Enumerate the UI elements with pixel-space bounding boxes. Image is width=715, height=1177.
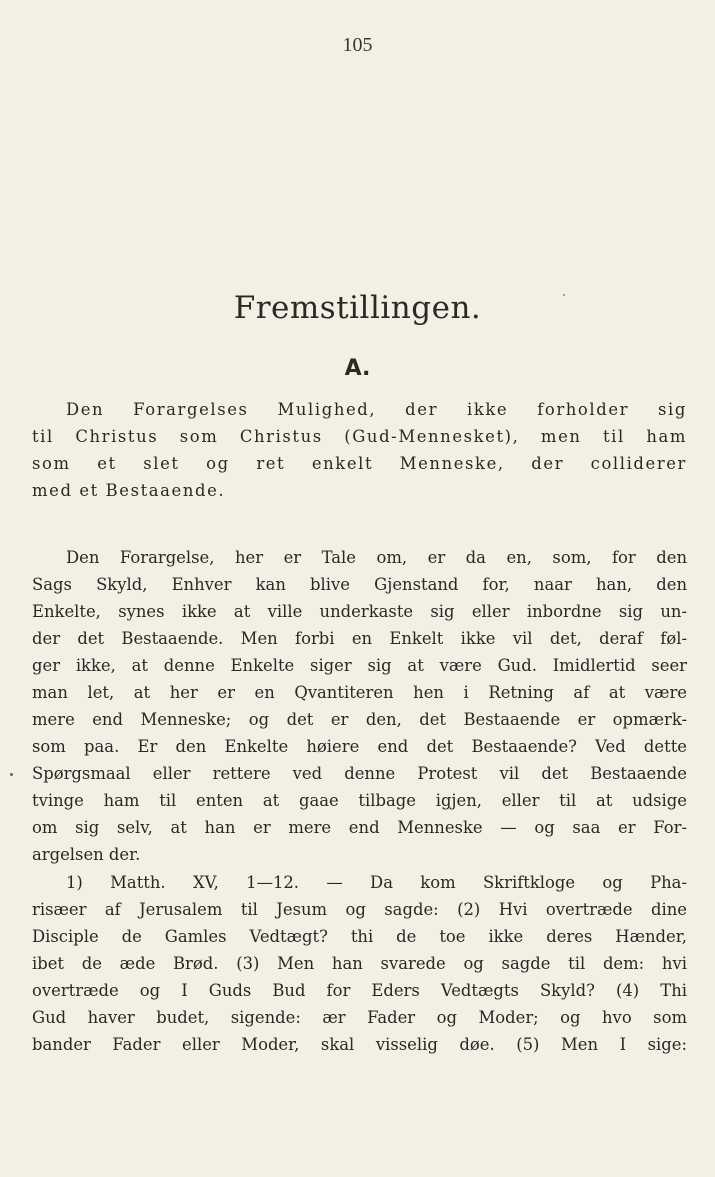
text-line: Enkelte, synes ikke at ville underkaste sig eller inbordne sig un-: [32, 602, 687, 621]
text-line: med et Bestaaende.: [32, 481, 226, 500]
text-line: Sags Skyld, Enhver kan blive Gjenstand for, naar han, den: [32, 575, 687, 594]
paragraph-2: [32, 544, 687, 868]
text-line: argelsen der.: [32, 845, 141, 864]
text-line: Gud haver budet, sigende: ær Fader og Moder; og hvo som: [32, 1008, 687, 1027]
text-line: mere end Menneske; og det er den, det Bestaaende er opmærk-: [32, 710, 687, 729]
text-line: Spørgsmaal eller rettere ved denne Protest vil det Bestaaende: [32, 764, 687, 783]
text-line: der det Bestaaende. Men forbi en Enkelt ikke vil det, deraf føl-: [32, 629, 687, 648]
margin-dot: [10, 773, 13, 776]
text-line: som et slet og ret enkelt Menneske, der colliderer: [32, 454, 687, 473]
section-letter: A.: [344, 356, 371, 381]
text-line: til Christus som Christus (Gud-Mennesket), men til ham: [32, 427, 687, 446]
text-line: Disciple de Gamles Vedtægt? thi de toe ikke deres Hænder,: [32, 927, 687, 946]
text-line: som paa. Er den Enkelte høiere end det Bestaaende? Ved dette: [32, 737, 687, 756]
text-line: bander Fader eller Moder, skal visselig døe. (5) Men I sige:: [32, 1035, 687, 1054]
page-number: 105: [342, 34, 373, 56]
text-line: 1) Matth. XV, 1—12. — Da kom Skriftkloge og Pha-: [66, 873, 687, 892]
paragraph-3: [32, 869, 687, 1058]
text-line: ger ikke, at denne Enkelte siger sig at være Gud. Imidlertid seer: [32, 656, 687, 675]
text-line: tvinge ham til enten at gaae tilbage igjen, eller til at udsige: [32, 791, 687, 810]
text-line: om sig selv, at han er mere end Menneske — og saa er For-: [32, 818, 687, 837]
text-line: man let, at her er en Qvantiteren hen i Retning af at være: [32, 683, 687, 702]
text-line: ibet de æde Brød. (3) Men han svarede og sagde til dem: hvi: [32, 954, 687, 973]
text-line: Den Forargelse, her er Tale om, er da en, som, for den: [66, 548, 687, 567]
text-line: Den Forargelses Mulighed, der ikke forholder sig: [66, 400, 687, 419]
text-line: risæer af Jerusalem til Jesum og sagde: (2) Hvi overtræde dine: [32, 900, 687, 919]
page-heading: Fremstillingen.: [233, 290, 482, 326]
paragraph-1: [32, 396, 687, 504]
text-line: overtræde og I Guds Bud for Eders Vedtægts Skyld? (4) Thi: [32, 981, 687, 1000]
